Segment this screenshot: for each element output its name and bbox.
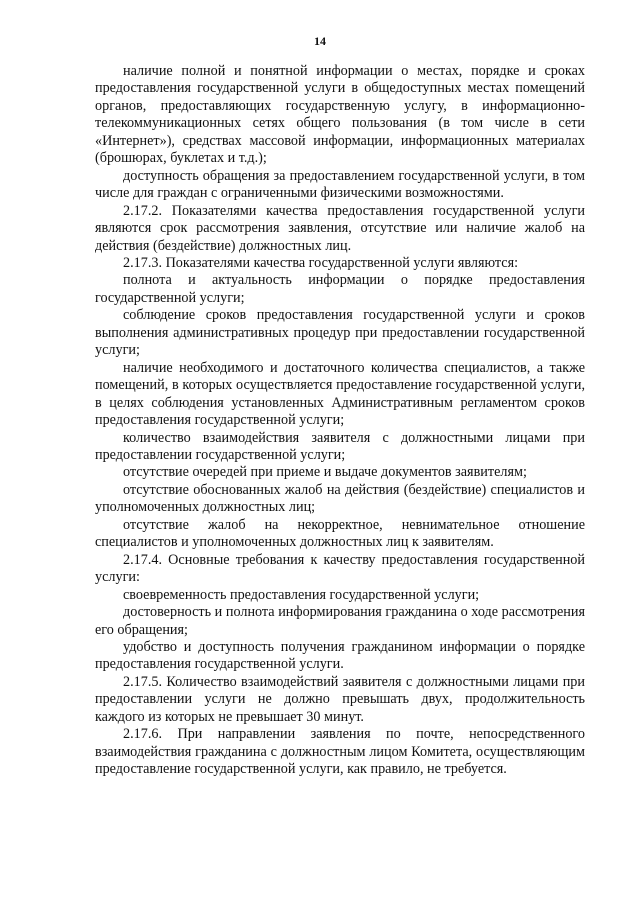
paragraph-no-incorrect-attitude: отсутствие жалоб на некорректное, невнимательное отношение специалистов и уполномоченных должностных лиц к заявителям. <box>95 516 585 551</box>
paragraph-2-17-4: 2.17.4. Основные требования к качеству предоставления государственной услуги: <box>95 551 585 586</box>
paragraph-interactions-count: количество взаимодействия заявителя с должностными лицами при предоставлении государственной услуги; <box>95 429 585 463</box>
page-number: 14 <box>314 34 326 48</box>
paragraph-2-17-5: 2.17.5. Количество взаимодействий заявителя с должностными лицами при предоставлении услуги не должно превышать двух, продолжительность каждого из которых не превышает 30 минут. <box>95 673 585 725</box>
paragraph-completeness: полнота и актуальность информации о порядке предоставления государственной услуги; <box>95 272 585 306</box>
paragraph-2-17-6: 2.17.6. При направлении заявления по почте, непосредственного взаимодействия гражданина с должностным лицом Комитета, осуществляющим предоставление государственной услуги, как правило, не требуется. <box>95 726 585 778</box>
paragraph-convenience: удобство и доступность получения гражданином информации о порядке предоставления государственной услуги. <box>95 638 585 673</box>
paragraph-timeliness: своевременность предоставления государственной услуги; <box>123 586 480 603</box>
paragraph-2-17-3: 2.17.3. Показателями качества государственной услуги являются: <box>123 254 519 271</box>
paragraph-info-availability: наличие полной и понятной информации о местах, порядке и сроках предоставления государственной услуги в общедоступных местах помещений органов, предоставляющих государственную услугу, в информационно-телекоммуникационных сетях общего пользования (в том числе в сети «Интернет»), средствах массовой информации, информационных материалах (брошюрах, буклетах и т.д.); <box>95 63 585 167</box>
paragraph-2-17-2: 2.17.2. Показателями качества предоставления государственной услуги являются срок рассмотрения заявления, отсутствие или наличие жалоб на действия (бездействие) должностных лиц. <box>95 202 585 254</box>
paragraph-deadlines: соблюдение сроков предоставления государственной услуги и сроков выполнения административных процедур при предоставлении государственной услуги; <box>95 307 585 359</box>
paragraph-no-queues: отсутствие очередей при приеме и выдаче документов заявителям; <box>123 464 527 481</box>
paragraph-specialists: наличие необходимого и достаточного количества специалистов, а также помещений, в которых осуществляется предоставление государственной услуги, в целях соблюдения установленных Административным регламентом сроков предоставления государственной услуги; <box>95 359 585 429</box>
paragraph-access: доступность обращения за предоставлением государственной услуги, в том числе для граждан с ограниченными физическими возможностями. <box>95 167 585 202</box>
paragraph-reliability: достоверность и полнота информирования гражданина о ходе рассмотрения его обращения; <box>95 604 585 638</box>
paragraph-no-complaints: отсутствие обоснованных жалоб на действия (бездействие) специалистов и уполномоченных должностных лиц; <box>95 481 585 516</box>
document-body <box>95 63 585 779</box>
